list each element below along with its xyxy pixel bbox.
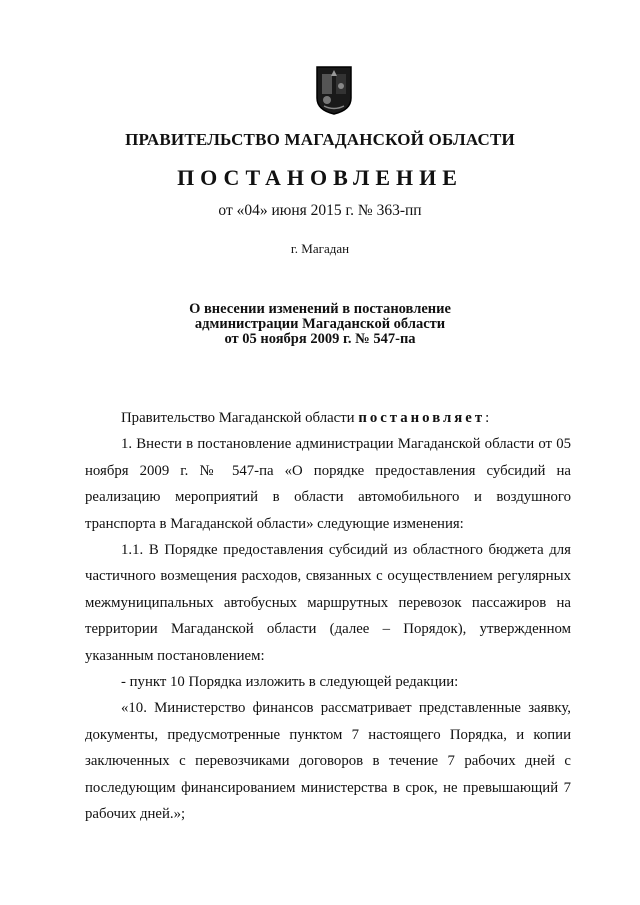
- intro-resolves: постановляет: [358, 410, 486, 426]
- subject-line: администрации Магаданской области: [194, 316, 446, 332]
- intro-paragraph: [85, 405, 571, 431]
- paragraph-item-10-text: «10. Министерство финансов рассматривает представленные заявку, документы, предусмотренные пунктом 7 настоящего Порядка, и копии заключенных с перевозчиками договоров в течение 7 рабочих дней с последующим финансированием министерства в срок, не превышающий 7 рабочих дней.»;: [85, 700, 571, 823]
- paragraph-item-10: - пункт 10 Порядка изложить в следующей редакции:: [121, 674, 459, 691]
- document-body: [85, 405, 571, 828]
- document-date-number: от «04» июня 2015 г. № 363-пп: [218, 202, 422, 219]
- document-city: г. Магадан: [290, 241, 350, 256]
- paragraph-1: 1. Внести в постановление администрации Магаданской области от 05 ноября 2009 г. № 547-па «О порядке предоставления субсидий на реализацию мероприятий в области автомобильного и воздушного транспорта в Магаданской области» следующие изменения:: [85, 436, 571, 532]
- subject-line: О внесении изменений в постановление: [189, 301, 451, 317]
- document-type: ПОСТАНОВЛЕНИЕ: [177, 165, 463, 190]
- government-title: ПРАВИТЕЛЬСТВО МАГАДАНСКОЙ ОБЛАСТИ: [125, 130, 515, 149]
- paragraph-1-1: 1.1. В Порядке предоставления субсидий из областного бюджета для частичного возмещения расходов, связанных с осуществлением регулярных межмуниципальных автобусных маршрутных перевозок пассажиров на территории Магаданской области (далее – Порядок), утвержденном указанным постановлением:: [85, 542, 571, 664]
- intro-prefix: Правительство Магаданской области: [121, 410, 355, 426]
- coat-of-arms-icon: [314, 64, 354, 116]
- document-subject: [0, 302, 640, 347]
- intro-suffix: :: [485, 410, 490, 426]
- subject-line: от 05 ноября 2009 г. № 547-па: [224, 331, 416, 347]
